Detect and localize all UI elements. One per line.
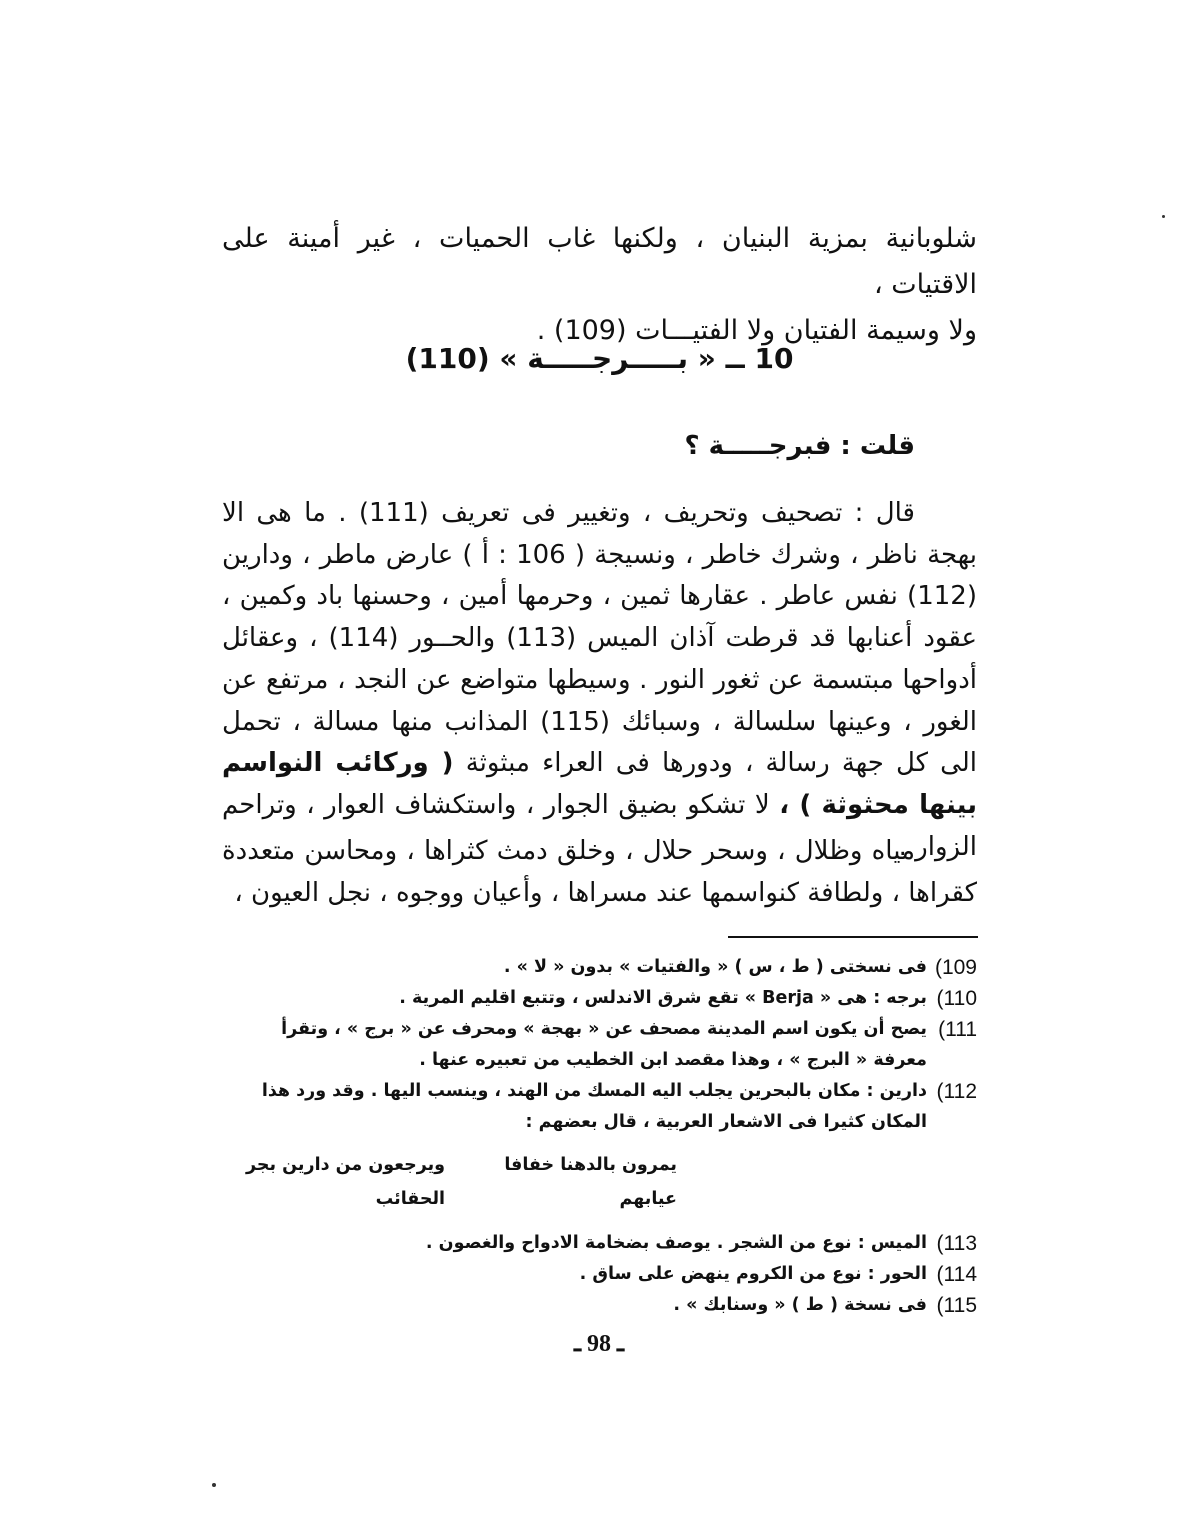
footnote-number: 114) [936, 1263, 977, 1286]
footnote-text: فى نسخة ( ط ) « وسنابك » . [673, 1295, 927, 1315]
paragraph-1-emphasis: ( وركائب النواسم بينها محثوثة ) ، [222, 748, 977, 820]
footnote-text: دارين : مكان بالبحرين يجلب اليه المسك من الهند ، وينسب اليها . وقد ورد هذا المكان كثيرا فى الاشعار العربية ، قال بعضهم : [261, 1081, 927, 1132]
paragraph-2-text: مياه وظلال ، وسحر حلال ، وخلق دمث كثراها ، ومحاسن متعددة كقراها ، ولطافة كنواسمها عند مسراها ، وأعيان ووجوه ، نجل العيون ، [222, 836, 977, 908]
footnote-112 [222, 1076, 977, 1138]
paragraph-1-text [222, 493, 977, 868]
poetry-verse [222, 1148, 977, 1216]
footnote-number: 111) [938, 1018, 977, 1041]
paragraph-1-main: قال : تصحيف وتحريف ، وتغيير فى تعريف (111) . ما هى الا بهجة ناظر ، وشرك خاطر ، ونسيجة ( 106 : أ ) عارض ماطر ، ودارين (112) نفس عاطر . عقارها ثمين ، وحرمها أمين ، وحسنها باد وكمين ، عقود أعنابها قد قرطت آذان الميس (113) والحــور (114) ، وعقائل أدواحها مبتسمة عن ثغور النور . وسيطها متواضع عن النجد ، مرتفع عن الغور ، وعينها سلسالة ، وسبائك (115) المذانب منها مسالة ، تحمل الى كل جهة رسالة ، ودورها فى العراء مبثوثة [222, 498, 978, 779]
section-heading: 10 ــ « بـــــرجـــــة » (110) [405, 342, 794, 375]
scan-speck [212, 1483, 216, 1487]
verse-second-hemistich: ويرجعون من دارين بجر الحقائب [246, 1155, 446, 1209]
footnote-111 [222, 1014, 977, 1076]
footnote-number: 115) [936, 1294, 977, 1317]
footnote-113 [222, 1228, 977, 1259]
footnote-text: برجه : هى « Berja » تقع شرق الاندلس ، وتتبع اقليم المرية . [399, 988, 927, 1008]
footnote-number: 112) [936, 1080, 977, 1103]
footnotes [222, 952, 977, 1321]
footnote-109 [222, 952, 977, 983]
paragraph-2 [222, 830, 977, 914]
footnote-number: 109) [934, 956, 977, 979]
footnote-110 [222, 983, 977, 1014]
paragraph-1 [222, 493, 977, 868]
question-line: قلت : فبرجـــــة ؟ [684, 431, 915, 461]
footnote-number: 113) [936, 1232, 977, 1255]
intro-line-2: ولا وسيمة الفتيان ولا الفتيـــات (109) . [536, 315, 977, 346]
footnote-number: 110) [936, 987, 977, 1010]
footnote-115 [222, 1290, 977, 1321]
page-number: ـ 98 ـ [573, 1331, 625, 1357]
footnote-text: يصح أن يكون اسم المدينة مصحف عن « بهجة » ومحرف عن « برج » ، وتقرأ معرفة « البرج » ، وهذا مقصد ابن الخطيب من تعبيره عنها . [281, 1019, 927, 1070]
verse-first-hemistich: يمرون بالدهنا خفافا عيابهم [504, 1155, 677, 1209]
footnote-divider [728, 936, 978, 938]
scan-speck [1162, 215, 1165, 218]
footnote-114 [222, 1259, 977, 1290]
footnote-text: الحور : نوع من الكروم ينهض على ساق . [579, 1264, 927, 1284]
footnote-text: فى نسختى ( ط ، س ) « والفتيات » بدون « لا » . [503, 957, 927, 977]
paragraph-1-end: لا تشكو بضيق الجوار ، واستكشاف العوار ، وتراحم الزوار . [222, 789, 977, 862]
intro-text [222, 216, 977, 354]
intro-line-1: شلوبانية بمزية البنيان ، ولكنها غاب الحميات ، غير أمينة على الاقتيات ، [222, 223, 977, 300]
footnote-text: الميس : نوع من الشجر . يوصف بضخامة الادواح والغصون . [425, 1233, 927, 1253]
